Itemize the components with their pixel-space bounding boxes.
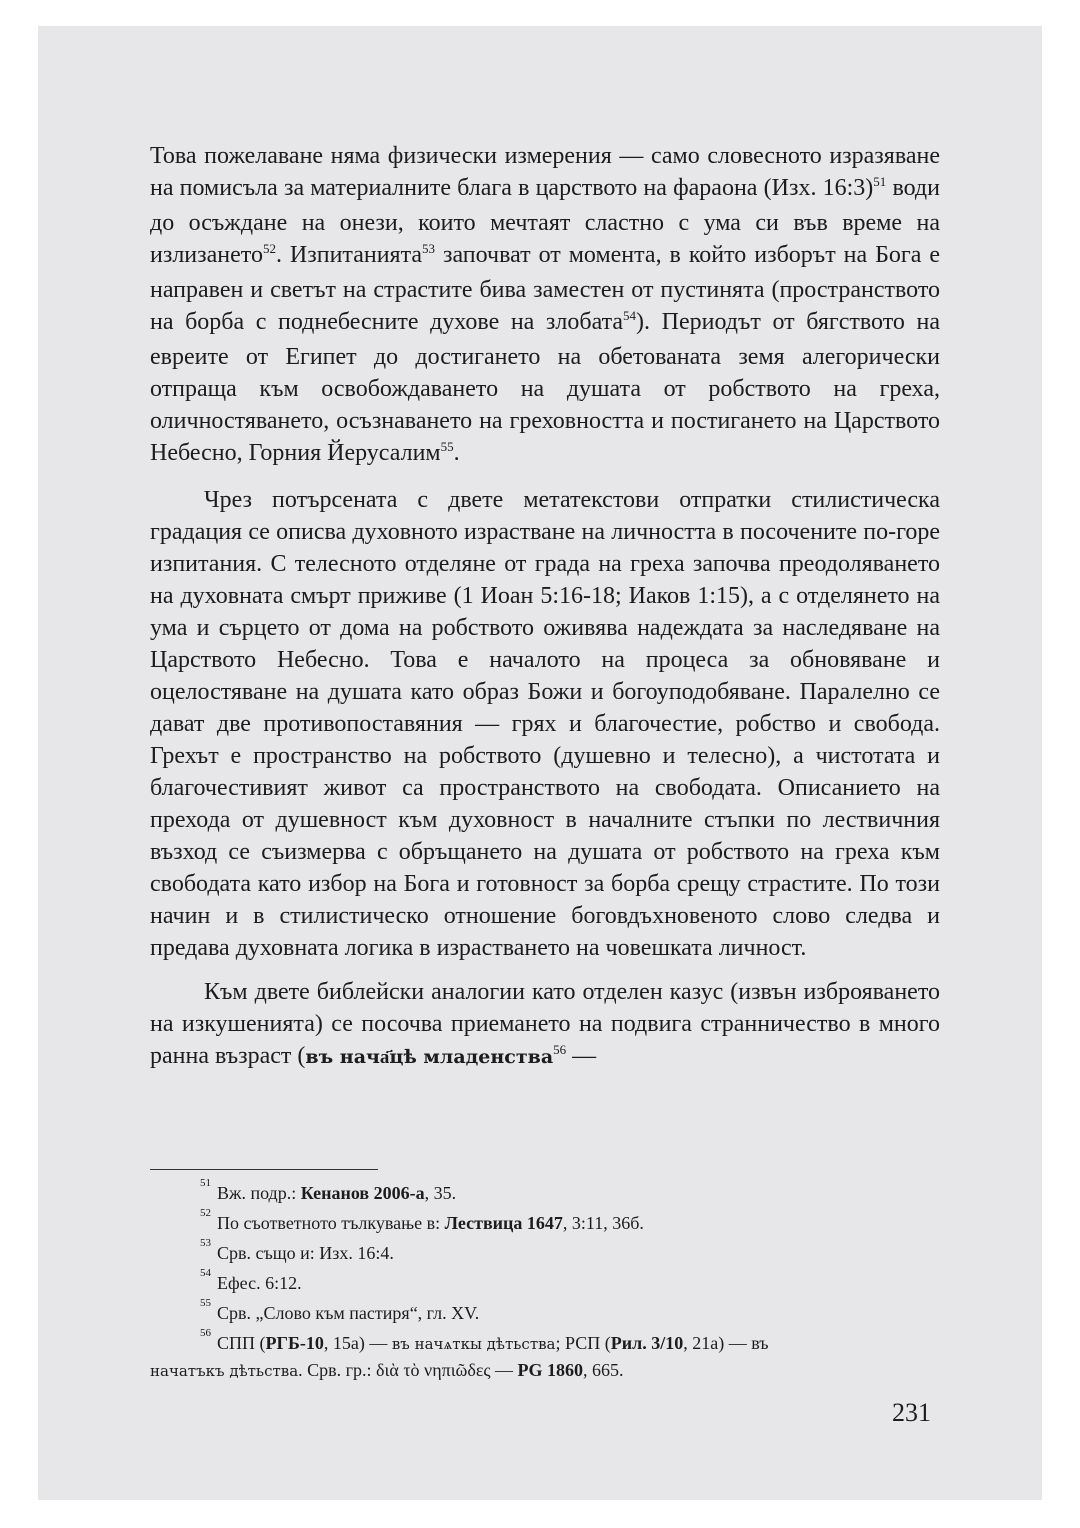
text-run: води до осъждане на онези, които мечтаят сластно с ума си във време на излизането xyxy=(150,175,940,268)
footnote-ref: 53 xyxy=(422,241,436,256)
text-run: Вж. подр.: xyxy=(217,1183,301,1203)
footnote xyxy=(150,1296,940,1326)
footnote-number: 52 xyxy=(200,1207,211,1219)
text-run: , 21а) — xyxy=(683,1333,752,1353)
text-run: , 15а) — xyxy=(323,1333,392,1353)
footnote xyxy=(150,1236,940,1266)
footnote-number: 51 xyxy=(200,1177,211,1189)
footnote-ref: 55 xyxy=(440,439,454,454)
footnote-ref: 51 xyxy=(873,174,887,189)
footnote-rule xyxy=(150,1169,378,1170)
text-run: . Срв. гр.: διὰ τὸ νηπιῶδες — xyxy=(298,1360,518,1380)
text-run: Към двете библейски аналогии като отделен казус (извън изброяването на изкушенията) се посочва приемането на подвига странничество в много ранна възраст ( xyxy=(150,979,940,1069)
church-slavonic-text: въ начѧткы дѣтьства xyxy=(391,1335,556,1353)
footnote xyxy=(150,1357,940,1384)
footnote-number: 56 xyxy=(200,1327,211,1339)
text-run: , 665. xyxy=(583,1360,624,1380)
citation-bold: РГБ-10 xyxy=(265,1333,324,1353)
footnote-ref: 56 xyxy=(553,1042,567,1057)
text-run: Това пожелаване няма физически измерения — само словесното изразяване на помисъла за материалните блага в царството на фараона (Изх. 16:3) xyxy=(150,143,940,201)
church-slavonic-text: начатъкъ дѣтьства xyxy=(150,1362,299,1380)
paragraph xyxy=(150,140,940,472)
footnote-number: 54 xyxy=(200,1267,211,1279)
footnote xyxy=(150,1176,940,1206)
text-run: Чрез потърсената с двете метатекстови отпратки стилистическа градация се описва духовното израстване на личността в посочените по-горе изпитания. С телесното отделяне от града на греха започва преодоляването на духовната смърт приживе (1 Иоан 5:16-18; Иаков 1:15), а с отделянето на ума и сърцето от дома на робството оживява надеждата за наследяване на Царството Небесно. Това е началото на процеса за обновяване и оцелостяване на душата като образ Божи и богоуподобяване. Паралелно се дават две противопоставяния — грях и благочестие, робство и свобода. Грехът е пространство на робството (душевно и телесно), а чистотата и благочестивият живот са пространството на свободата. Описанието на прехода от душевност към духовност в началните стъпки по лествичния възход се съизмерва с обръщането на душата от робството на греха към свободата като избор на Бога и готовност за борба срещу страстите. По този начин и в стилистическо отношение боговдъхновеното слово следва и предава духовната логика в израстването на човешката личност. xyxy=(150,487,940,961)
citation-bold: Рил. 3/10 xyxy=(610,1333,684,1353)
text-run: СПП ( xyxy=(217,1333,266,1353)
page-number: 231 xyxy=(892,1398,931,1427)
citation-bold: PG 1860 xyxy=(517,1360,584,1380)
text-run: . xyxy=(453,440,460,466)
footnote xyxy=(150,1266,940,1296)
paragraph xyxy=(150,976,940,1075)
text-run: ). Периодът от бягството на евреите от Египет до достигането на обетованата земя алегорически отпраща към освобождаването на душата от робството на греха, оличностяването, осъзнаването на греховността и постигането на Царството Небесно, Горния Йерусалим xyxy=(150,309,940,466)
text-run: . Изпитанията xyxy=(275,242,423,268)
main-text xyxy=(150,140,940,1087)
footnote xyxy=(150,1326,940,1357)
footnote-ref: 52 xyxy=(262,241,276,256)
footnote-number: 53 xyxy=(200,1237,211,1249)
text-run: , 35. xyxy=(424,1183,457,1203)
text-run: — xyxy=(566,1043,597,1069)
footnote-ref: 54 xyxy=(623,308,637,323)
citation-bold: Кенанов 2006-а xyxy=(300,1183,425,1203)
text-run: , 3:11, 36б. xyxy=(562,1213,644,1233)
footnote-number: 55 xyxy=(200,1297,211,1309)
text-run: Срв. „Слово към пастиря“, гл. XV. xyxy=(217,1303,480,1323)
text-run: ; РСП ( xyxy=(555,1333,611,1353)
text-run: Ефес. 6:12. xyxy=(217,1273,302,1293)
text-run: започват от момента, в който изборът на Бога е направен и светът на страстите бива заместен от пустинята (пространството на борба с поднебесните духове на злобата xyxy=(150,242,941,335)
footnote xyxy=(150,1206,940,1236)
citation-bold: Лествица 1647 xyxy=(444,1213,563,1233)
paragraph xyxy=(150,484,940,964)
footnotes xyxy=(150,1176,940,1384)
text-run: въ xyxy=(751,1333,769,1353)
church-slavonic-text: въ нача҃цѣ младенства xyxy=(305,1046,554,1068)
text-run: Срв. също и: Изх. 16:4. xyxy=(217,1243,394,1263)
text-run: По съответното тълкување в: xyxy=(217,1213,445,1233)
